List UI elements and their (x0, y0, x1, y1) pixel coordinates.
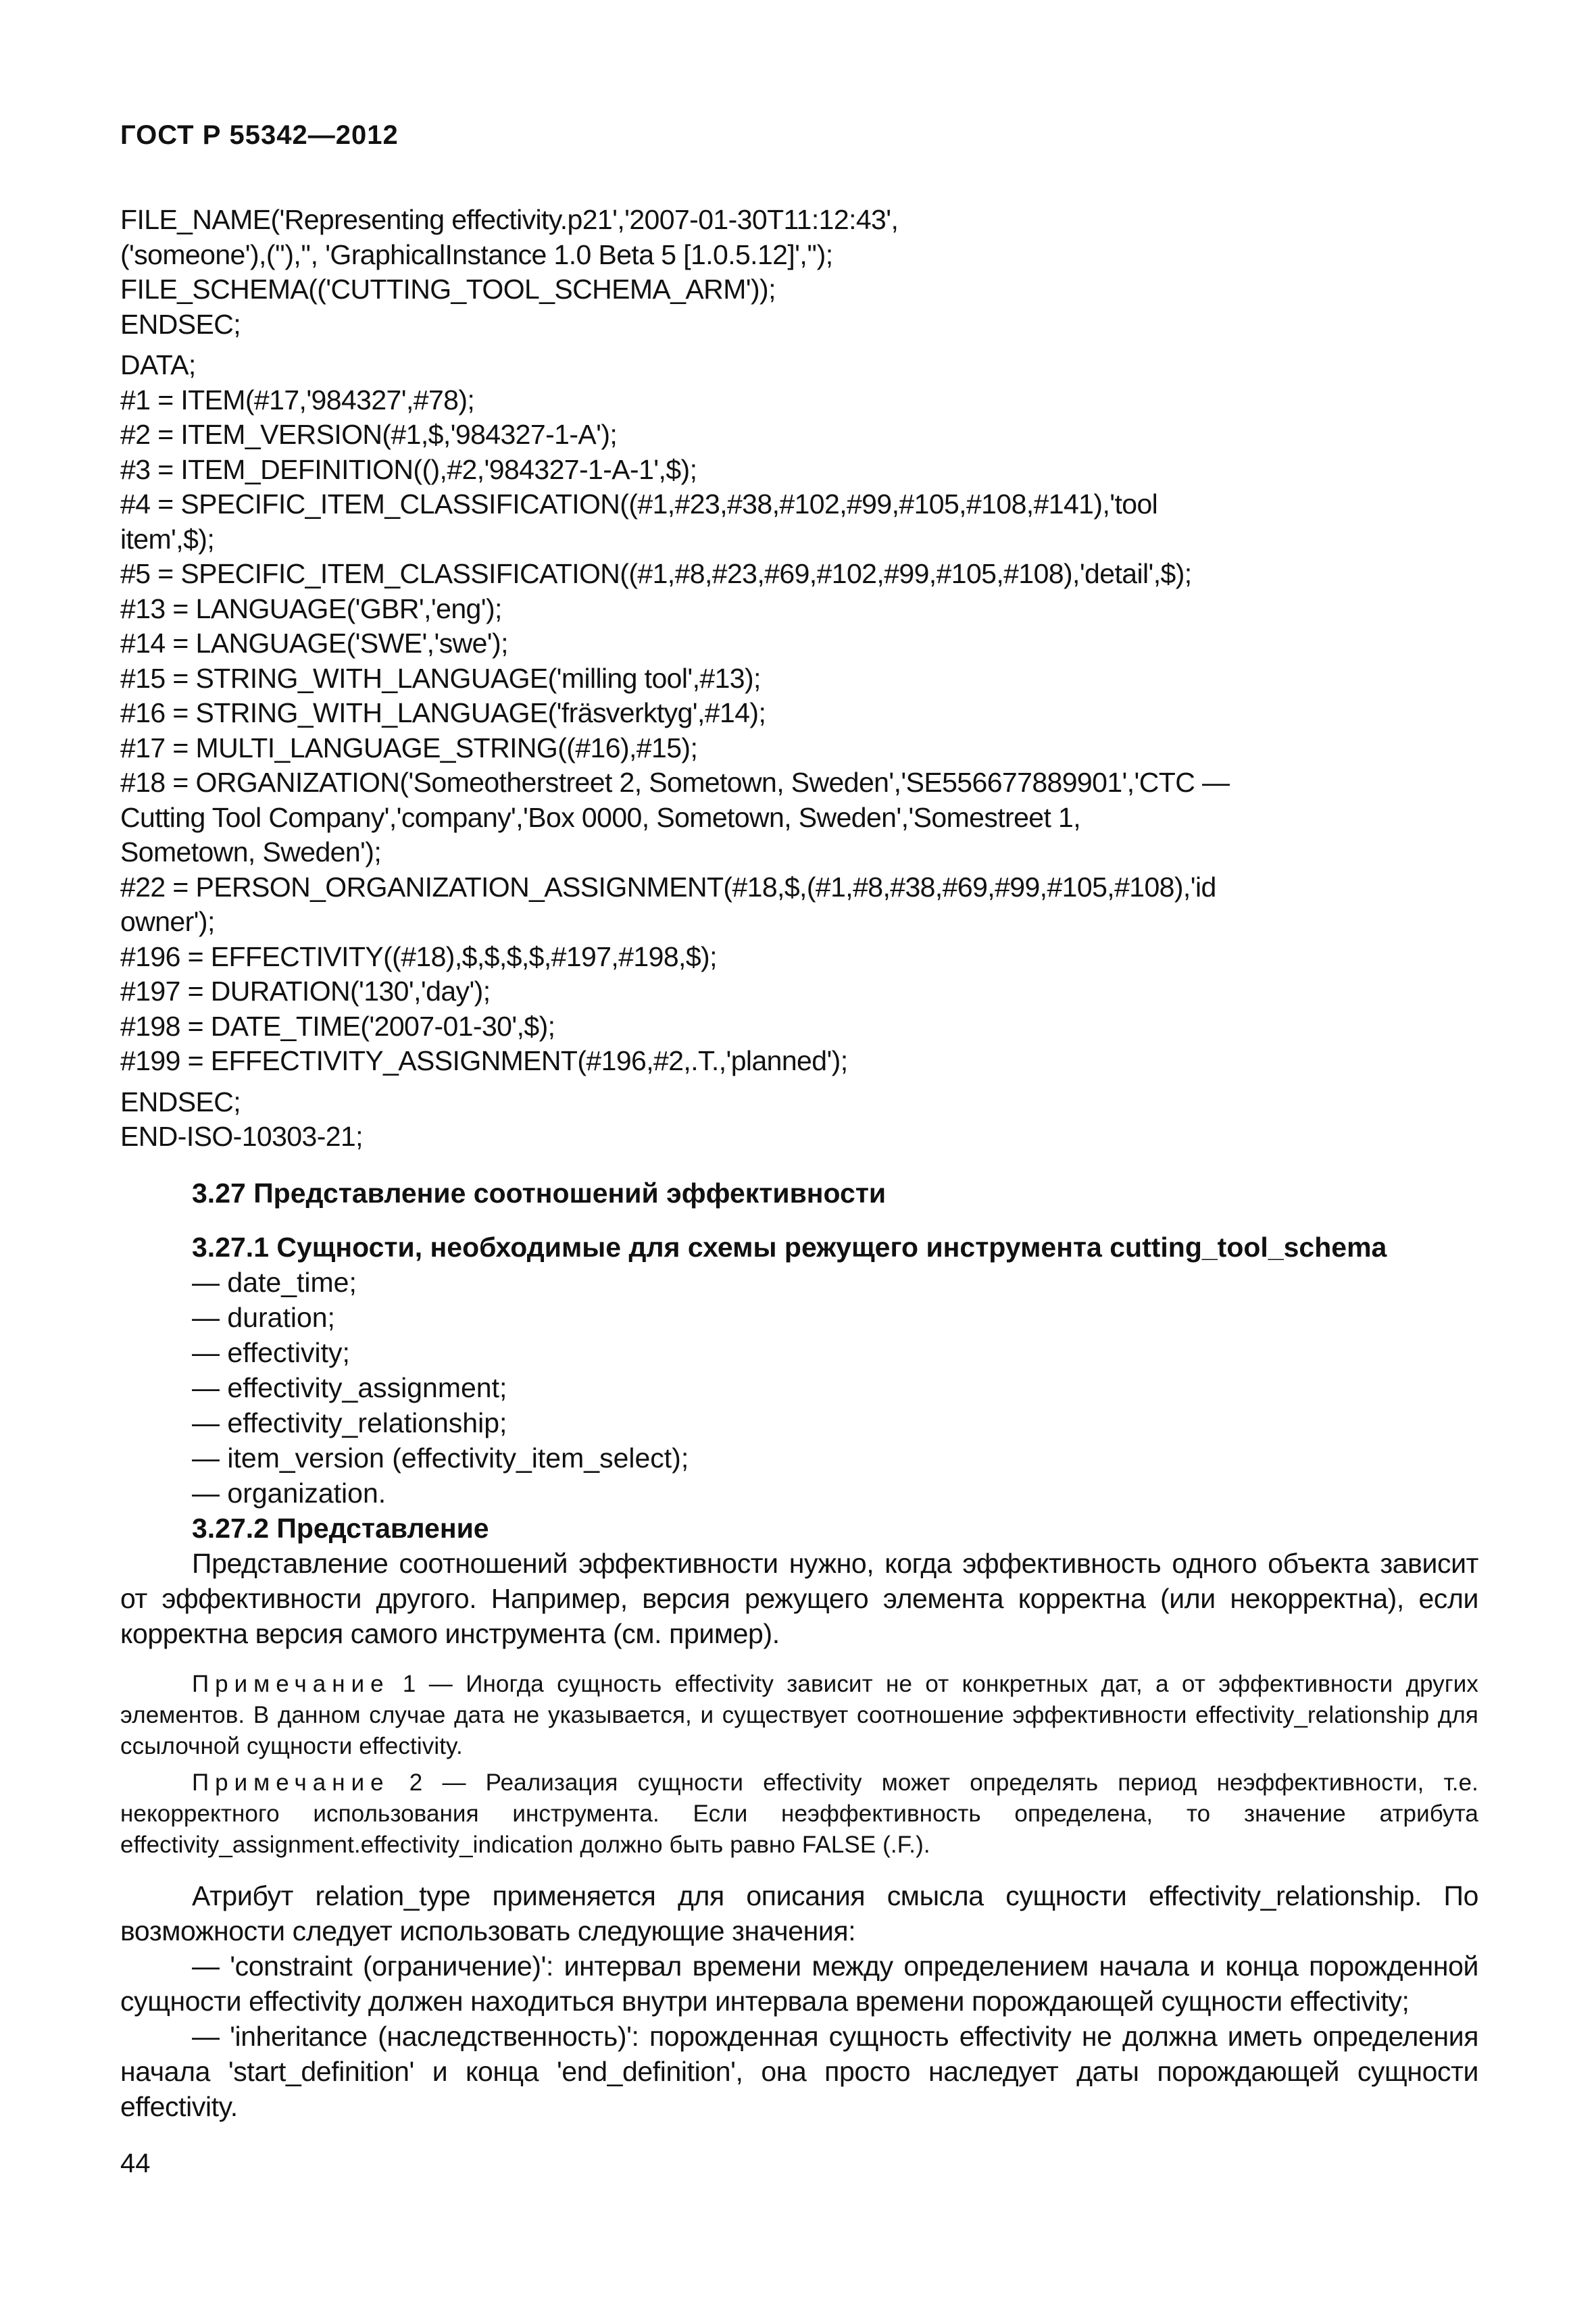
section-3-27 (120, 1176, 1478, 2124)
list-item: — effectivity_relationship; (192, 1407, 507, 1438)
code-line: #197 = DURATION('130','day'); (120, 976, 491, 1007)
list-item: — duration; (192, 1302, 335, 1333)
note-label: Примечание (192, 1671, 390, 1697)
list-item: — date_time; (192, 1267, 357, 1298)
code-line: #3 = ITEM_DEFINITION((),#2,'984327-1-A-1',$); (120, 453, 697, 485)
note-label: Примечание (192, 1769, 390, 1796)
code-line: #14 = LANGUAGE('SWE','swe'); (120, 628, 508, 659)
code-line: FILE_NAME('Representing effectivity.p21','2007-01-30T11:12:43', (120, 204, 899, 235)
page-number: 44 (120, 2148, 151, 2178)
paragraph: — 'constraint (ограничение)': интервал времени между определением начала и конца порожденной сущности effectivity должен находиться внутри интервала времени порождающей сущности effectivity; (120, 1951, 1478, 2017)
code-line: FILE_SCHEMA(('CUTTING_TOOL_SCHEMA_ARM')); (120, 274, 776, 305)
paragraph: Представление соотношений эффективности нужно, когда эффективность одного объекта зависит от эффективности другого. Например, версия режущего элемента корректна (или некорректна), если корректна версия самого инструмента (см. пример). (120, 1548, 1478, 1649)
code-line: #196 = EFFECTIVITY((#18),$,$,$,$,#197,#198,$); (120, 940, 717, 972)
code-line: #22 = PERSON_ORGANIZATION_ASSIGNMENT(#18,$,(#1,#8,#38,#69,#99,#105,#108),'id (120, 871, 1216, 903)
step-file-listing (120, 203, 1478, 1155)
note-2 (120, 1767, 1478, 1861)
code-line: Sometown, Sweden'); (120, 836, 382, 867)
paragraph: — 'inheritance (наследственность)': порожденная сущность effectivity не должна иметь определения начала 'start_definition' и конца 'end_definition', она просто наследует даты порождающей сущности effectivity. (120, 2021, 1478, 2122)
code-line: owner'); (120, 906, 215, 937)
list-item: — effectivity; (192, 1337, 350, 1368)
code-line: END-ISO-10303-21; (120, 1121, 363, 1152)
code-line: DATA; (120, 349, 196, 380)
code-line: Cutting Tool Company','company','Box 0000, Sometown, Sweden','Somestreet 1, (120, 801, 1081, 833)
code-line: #13 = LANGUAGE('GBR','eng'); (120, 593, 502, 624)
subsection-title-representation: 3.27.2 Представление (192, 1513, 489, 1544)
code-line: #17 = MULTI_LANGUAGE_STRING((#16),#15); (120, 732, 698, 763)
code-line: #18 = ORGANIZATION('Someotherstreet 2, Sometown, Sweden','SE556677889901','CTC — (120, 767, 1230, 798)
code-line: #15 = STRING_WITH_LANGUAGE('milling tool',#13); (120, 662, 761, 694)
list-item: — item_version (effectivity_item_select); (192, 1442, 689, 1474)
code-line: #198 = DATE_TIME('2007-01-30',$); (120, 1010, 555, 1042)
note-1 (120, 1669, 1478, 1762)
code-line: #4 = SPECIFIC_ITEM_CLASSIFICATION((#1,#23,#38,#102,#99,#105,#108,#141),'tool (120, 488, 1158, 520)
code-line: #16 = STRING_WITH_LANGUAGE('fräsverktyg',#14); (120, 697, 766, 728)
code-line: ENDSEC; (120, 1086, 241, 1117)
code-line: #1 = ITEM(#17,'984327',#78); (120, 384, 475, 416)
subsection-title-entities: 3.27.1 Сущности, необходимые для схемы режущего инструмента cutting_tool_schema (192, 1232, 1387, 1263)
document-header: ГОСТ Р 55342—2012 (120, 120, 399, 150)
code-line: #5 = SPECIFIC_ITEM_CLASSIFICATION((#1,#8,#23,#69,#102,#99,#105,#108),'detail',$); (120, 558, 1192, 589)
code-line: item',$); (120, 523, 215, 555)
note-text: 2 — Реализация сущности effectivity может определять период неэффективности, т.е. некорректного использования инструмента. Если неэффективность определена, то значение атрибута effectivity_assignment.effectivity_indication должно быть равно FALSE (.F.). (120, 1769, 1478, 1858)
note-text: 1 — Иногда сущность effectivity зависит не от конкретных дат, а от эффективности других элементов. В данном случае дата не указывается, и существует соотношение эффективности effectivity_relationship для ссылочной сущности effectivity. (120, 1671, 1478, 1759)
entity-list (120, 1265, 1478, 1511)
code-line: #2 = ITEM_VERSION(#1,$,'984327-1-A'); (120, 419, 618, 450)
paragraph: Атрибут relation_type применяется для описания смысла сущности effectivity_relationship. По возможности следует использовать следующие значения: (120, 1880, 1478, 1946)
code-line: #199 = EFFECTIVITY_ASSIGNMENT(#196,#2,.T.,'planned'); (120, 1045, 848, 1076)
code-line: ENDSEC; (120, 308, 241, 340)
list-item: — effectivity_assignment; (192, 1372, 507, 1403)
section-title: 3.27 Представление соотношений эффективности (192, 1178, 887, 1209)
code-line: ('someone'),(''),'', 'GraphicalInstance 1.0 Beta 5 [1.0.5.12]',''); (120, 238, 833, 270)
list-item: — organization. (192, 1478, 386, 1509)
